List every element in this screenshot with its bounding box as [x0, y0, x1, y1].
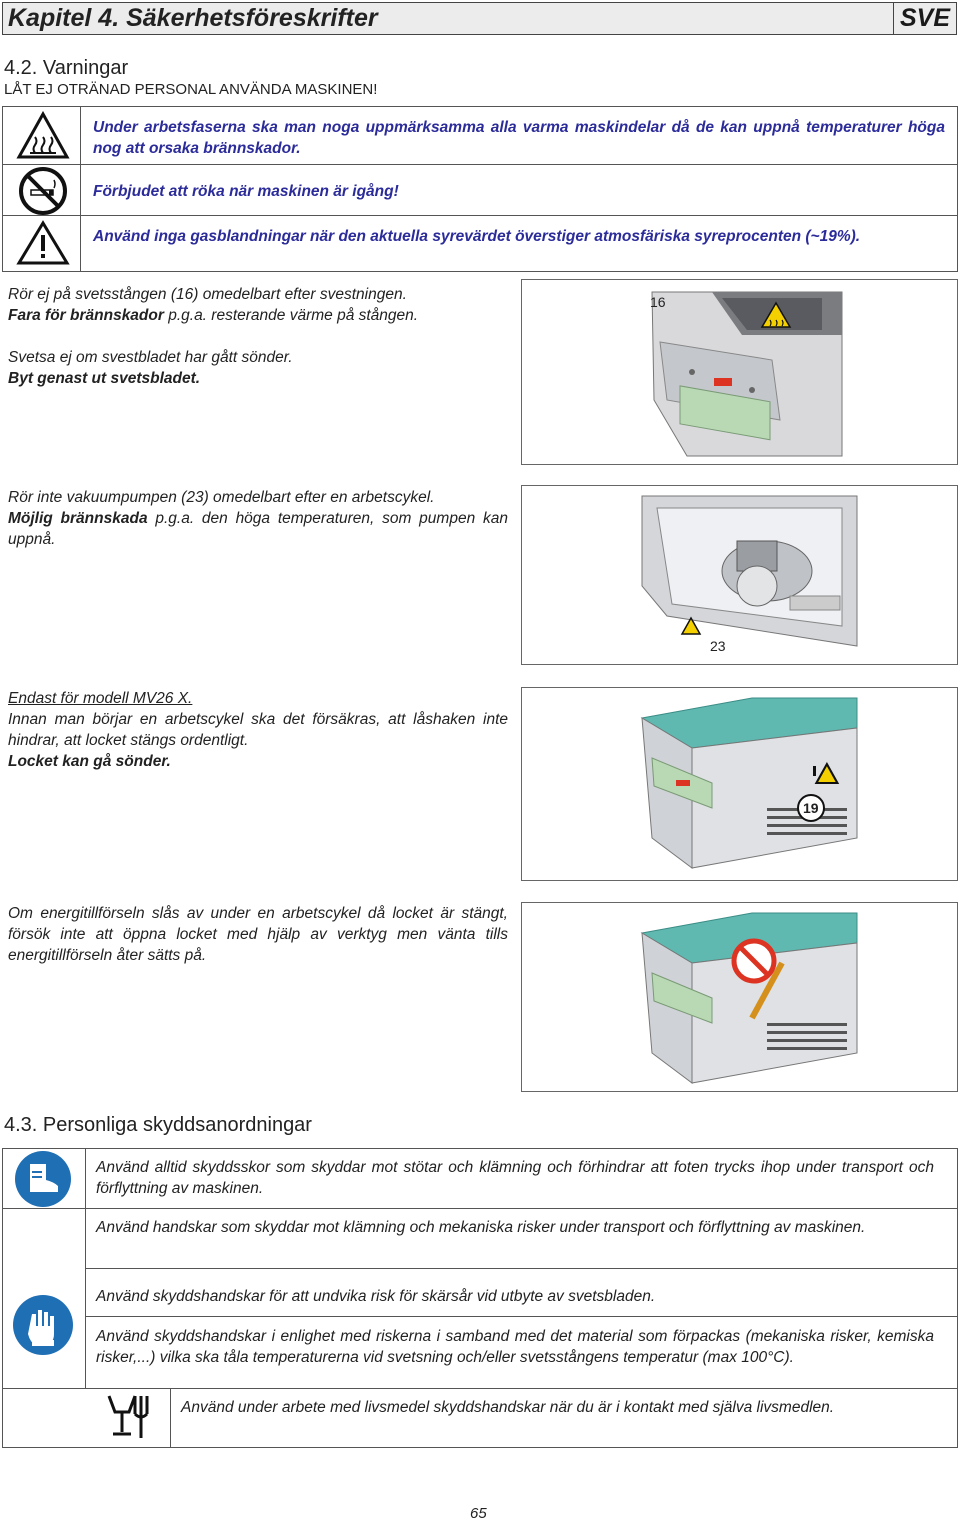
ppe-material-gloves-text: Använd skyddshandskar i enlighet med riskerna i samband med det material som förpackas (mekaniska risker, kemiska risker,...) vilka ska tåla temperaturerna vid svetsning och/eller svetsstångens temperatur (max 100°C). [96, 1328, 934, 1366]
divider [80, 106, 81, 272]
divider [2, 164, 958, 165]
weld-blade-line2: Byt genast ut svetsbladet. [8, 370, 201, 387]
model-note: Endast för modell MV26 X. [8, 690, 193, 707]
warning-text-no-smoking: Förbjudet att röka när maskinen är igång! [93, 183, 399, 200]
ppe-shoes-text: Använd alltid skyddsskor som skyddar mot stötar och klämning och förhindrar att foten trycks ihop under transport och förflyttning av maskinen. [96, 1159, 934, 1197]
hot-surface-icon [16, 111, 70, 166]
protective-gloves-icon [12, 1294, 74, 1361]
lid-latch-image [521, 687, 958, 881]
possible-burn-rest: p.g.a. den höga temperaturen, som pumpen kan uppnå. [8, 510, 508, 548]
ppe-cut-gloves-text: Använd skyddshandskar för att undvika risk för skärsår vid utbyte av svetsbladen. [96, 1288, 656, 1305]
divider [85, 1268, 958, 1269]
vacuum-pump-image [521, 485, 958, 665]
ppe-gloves-text: Använd handskar som skyddar mot klämning och mekaniska risker under transport och förflyttning av maskinen. [96, 1219, 866, 1236]
divider [2, 1388, 958, 1389]
ppe-section-title: 4.3. Personliga skyddsanordningar [4, 1114, 312, 1136]
burn-hazard-label: Fara för brännskador [8, 307, 164, 324]
power-loss-text: Om energitillförseln slås av under en arbetscykel då locket är stängt, försök inte att öppna locket med hjälp av verktyg men vänta tills energitillförseln åter sätts på. [8, 905, 508, 964]
lid-latch-text [8, 688, 508, 772]
weld-bar-image [521, 279, 958, 465]
general-warning-icon [16, 220, 70, 271]
callout-23: 23 [710, 638, 726, 654]
language-code: SVE [893, 2, 956, 34]
chapter-title: Kapitel 4. Säkerhetsföreskrifter [8, 4, 378, 32]
warning-text-hot: Under arbetsfaserna ska man noga uppmärksamma alla varma maskindelar då de kan uppnå temperaturer höga nog att orsaka brännskador. [93, 119, 945, 157]
no-smoking-icon [18, 166, 68, 221]
section-title: 4.2. Varningar [4, 57, 129, 79]
burn-hazard-rest: p.g.a. resterande värme på stången. [163, 307, 419, 324]
food-contact-icon [103, 1392, 153, 1449]
divider [2, 1208, 958, 1209]
divider [170, 1388, 171, 1448]
ppe-food-text: Använd under arbete med livsmedel skyddshandskar när du är i kontakt med själva livsmedlen. [181, 1399, 835, 1416]
callout-19: 19 [803, 800, 819, 816]
no-tools-image [521, 902, 958, 1092]
lid-break-warning: Locket kan gå sönder. [8, 753, 171, 770]
safety-shoes-icon [12, 1150, 74, 1213]
weld-bar-line2 [8, 305, 508, 326]
possible-burn-label: Möjlig brännskada [8, 510, 148, 527]
vacuum-pump-line1: Rör inte vakuumpumpen (23) omedelbart efter en arbetscykel. [8, 489, 435, 506]
section-subtitle: LÅT EJ OTRÄNAD PERSONAL ANVÄNDA MASKINEN! [4, 81, 378, 98]
weld-bar-text [8, 284, 508, 389]
vacuum-pump-text [8, 487, 508, 550]
callout-16: 16 [650, 294, 666, 310]
divider [85, 1316, 958, 1317]
weld-blade-line1: Svetsa ej om svestbladet har gått sönder. [8, 349, 293, 366]
warning-text-gas: Använd inga gasblandningar när den aktuella syrevärdet överstiger atmosfäriska syreprocenten (~19%). [93, 228, 861, 245]
divider [2, 215, 958, 216]
vacuum-pump-line2 [8, 508, 508, 550]
page-number: 65 [470, 1505, 487, 1522]
latch-instruction: Innan man börjar en arbetscykel ska det försäkras, att låshaken inte hindrar, att locket stängs ordentligt. [8, 711, 508, 749]
weld-bar-line1: Rör ej på svetsstången (16) omedelbart efter svestningen. [8, 286, 407, 303]
